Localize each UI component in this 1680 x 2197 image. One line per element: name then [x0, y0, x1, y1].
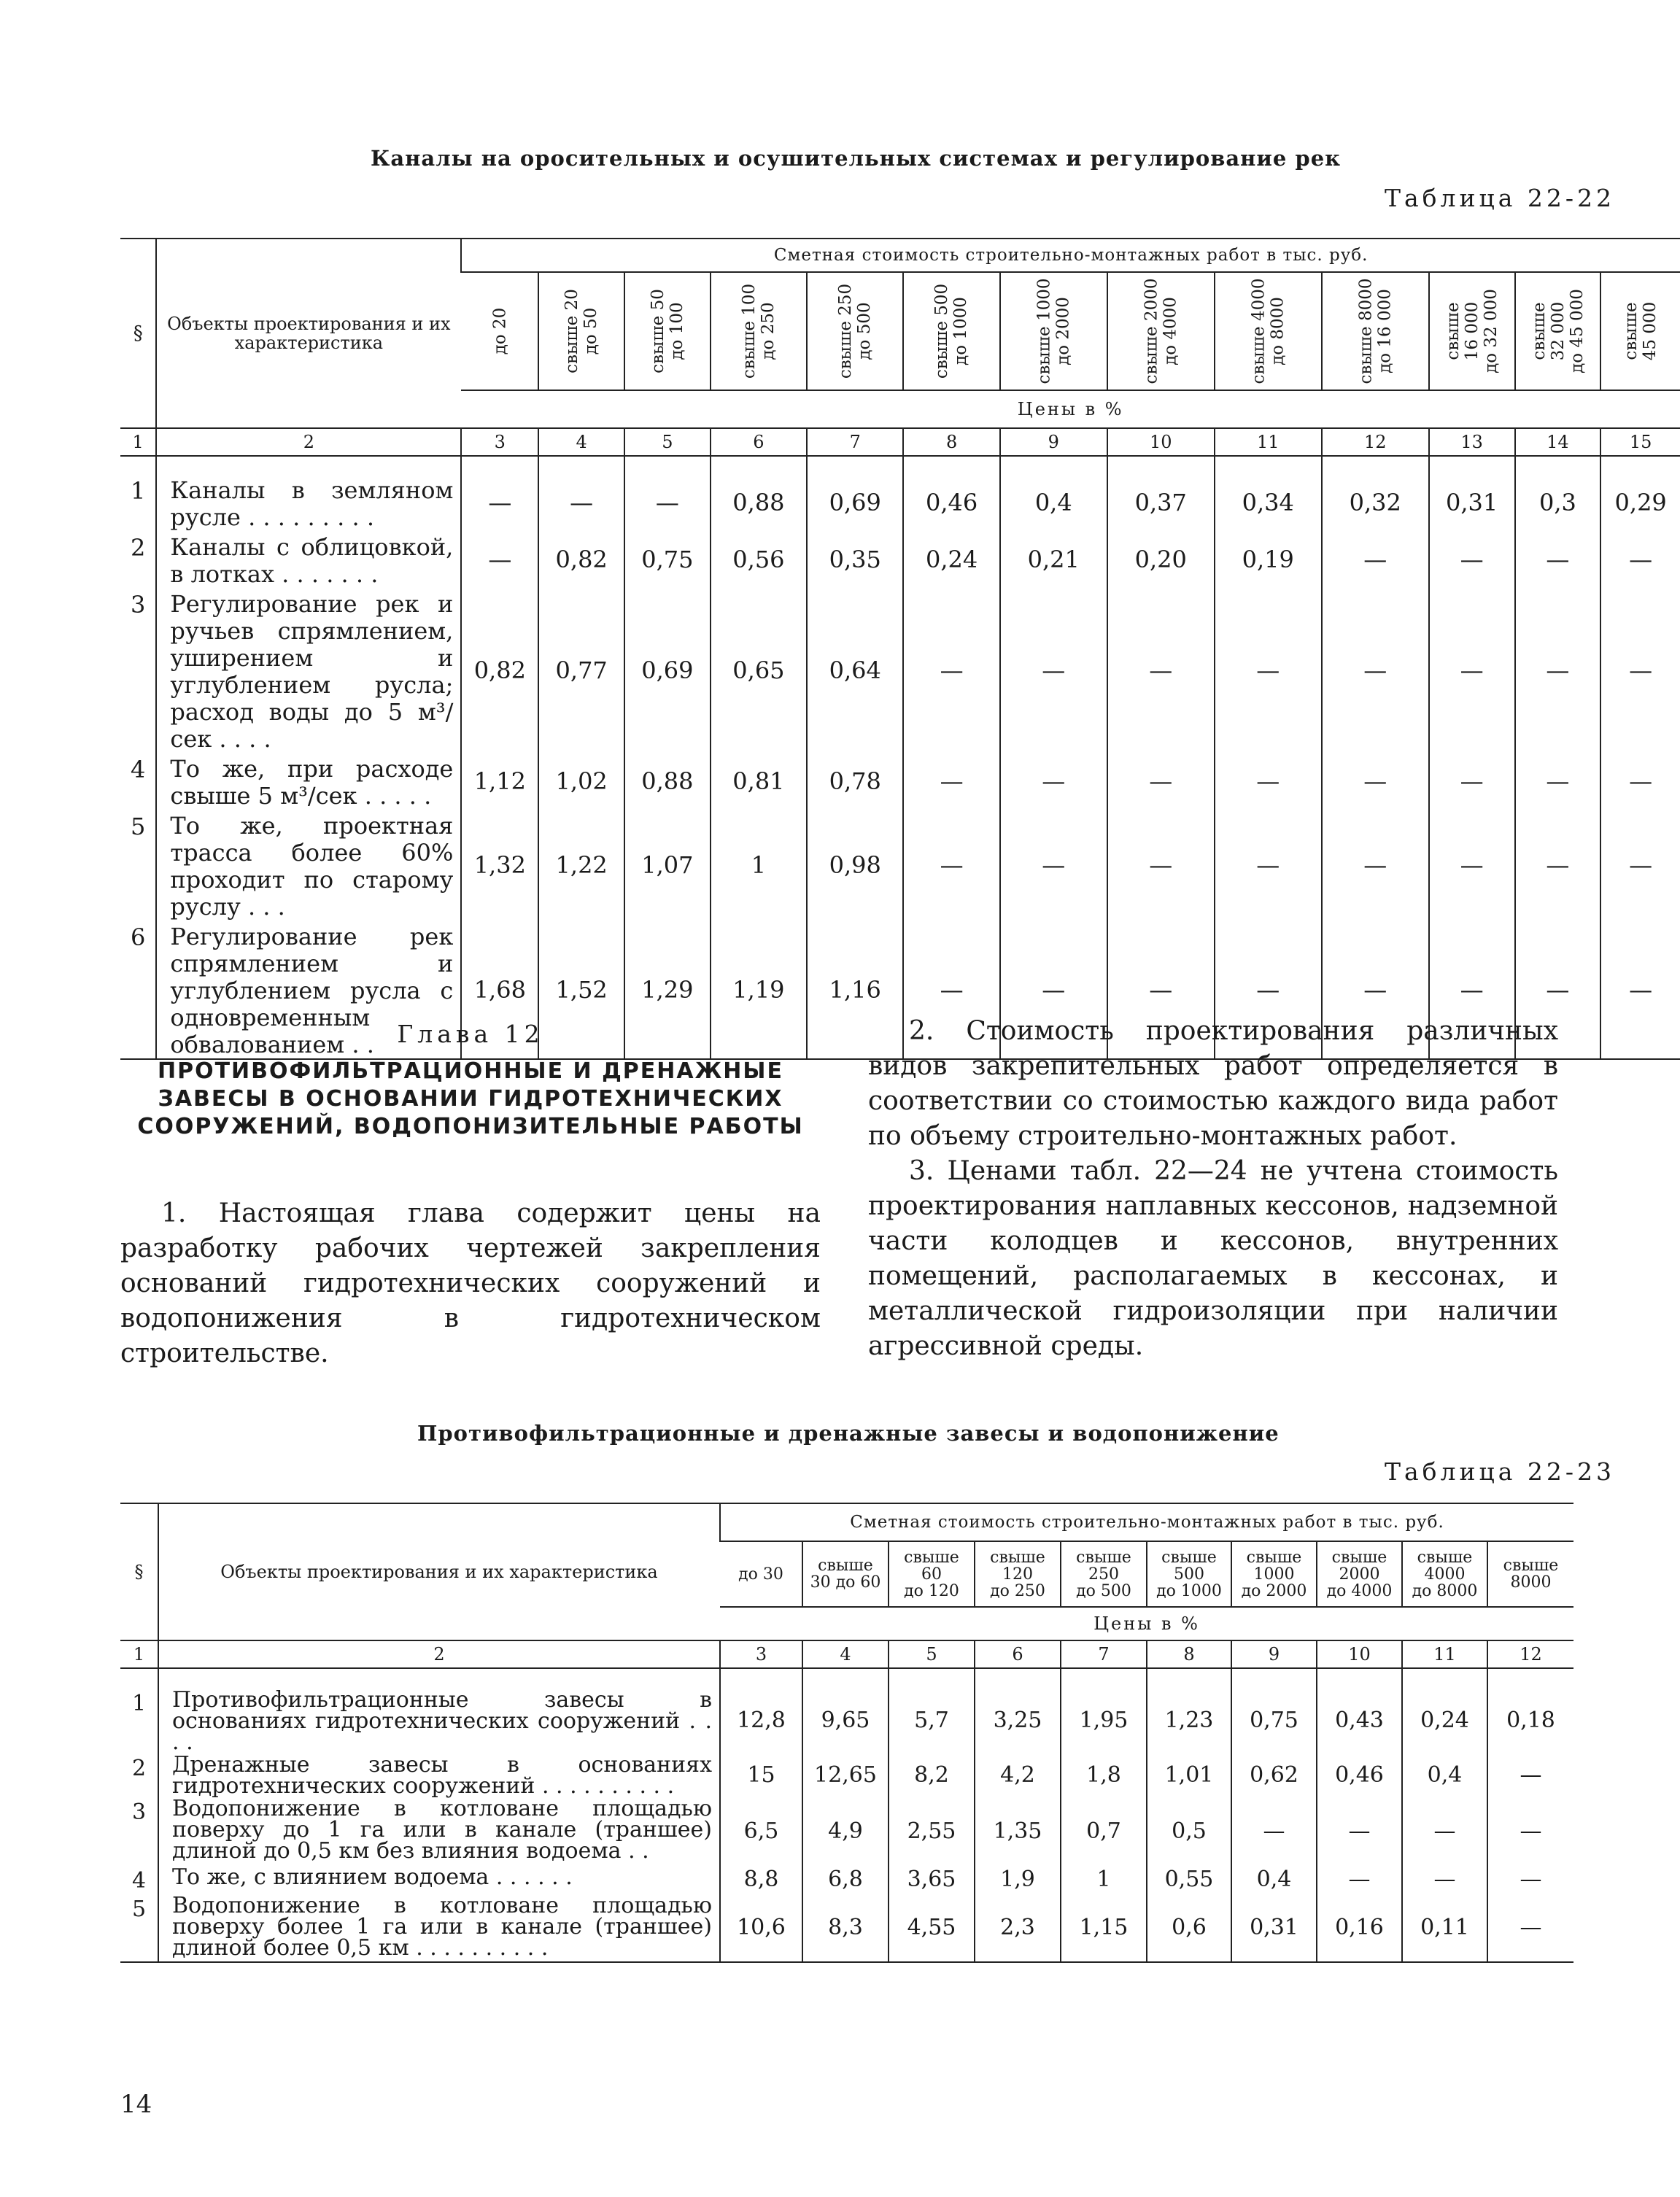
row-price-value: — [538, 474, 624, 531]
row-price-value: 15 [720, 1753, 802, 1797]
table2-range-header [1061, 1541, 1147, 1607]
table2-range-header [802, 1541, 889, 1607]
row-price-value: 1 [711, 810, 807, 921]
row-price-value: — [1600, 753, 1680, 810]
table1-sec-header: § [120, 239, 156, 428]
row-section-number: 3 [131, 591, 146, 619]
table2-range-label: свыше 2000 до 4000 [1326, 1548, 1393, 1600]
row-object-name: Регулирование рек спрямлением и углублением русла с одновременным обвалованием . . [156, 921, 461, 1059]
row-price-value: 1,8 [1061, 1753, 1147, 1797]
row-price-value: — [1429, 810, 1515, 921]
table1-column-number: 6 [711, 428, 807, 456]
table1-range-label: свыше 100 до 250 [739, 283, 778, 379]
row-price-value: 1,02 [538, 753, 624, 810]
table-row [120, 1753, 1573, 1797]
row-object-name: То же, проектная трасса более 60% проходит по старому руслу . . . [156, 810, 461, 921]
row-price-value: — [1487, 1753, 1573, 1797]
paragraph-2-3 [868, 1014, 1558, 1364]
table1-label: Таблица 22-22 [1384, 184, 1615, 212]
table1-range-label: свыше 500 до 1000 [932, 283, 971, 379]
row-price-value: 0,75 [1231, 1688, 1317, 1753]
row-price-value: 9,65 [802, 1688, 889, 1753]
row-price-value: 1,68 [461, 921, 538, 1059]
row-price-value: 0,31 [1231, 1894, 1317, 1962]
paragraph-1 [120, 1196, 821, 1371]
row-price-value: — [1000, 810, 1107, 921]
table-row [120, 474, 1680, 531]
table1-range-label: свыше 20 до 50 [562, 289, 601, 373]
row-object-name: Каналы с облицовкой, в лотках . . . . . . . [156, 531, 461, 588]
paragraph-3-number: 3. [909, 1156, 934, 1186]
row-price-value: — [1600, 588, 1680, 753]
row-price-value: 0,43 [1317, 1688, 1402, 1753]
row-price-value: — [1107, 588, 1215, 753]
row-price-value: — [1322, 531, 1429, 588]
table2-column-number: 4 [802, 1640, 889, 1668]
table2-range-header [1147, 1541, 1231, 1607]
row-price-value: 1,23 [1147, 1688, 1231, 1753]
table2-range-header [720, 1541, 802, 1607]
table2-range-label: свыше 500 до 1000 [1156, 1548, 1222, 1600]
table2-range-label: свыше 250 до 500 [1076, 1548, 1131, 1600]
row-price-value: — [1600, 921, 1680, 1059]
table2-column-number: 2 [158, 1640, 720, 1668]
table1-range-label: свыше 2000 до 4000 [1142, 278, 1180, 384]
row-price-value: — [1215, 753, 1322, 810]
row-price-value: 0,75 [624, 531, 711, 588]
table1-range-header [538, 272, 624, 390]
table1-range-header [807, 272, 903, 390]
table1-column-number: 3 [461, 428, 538, 456]
paragraph-2-number: 2. [909, 1016, 934, 1046]
chapter-label: Глава 12 [397, 1020, 544, 1048]
row-price-value: — [1215, 921, 1322, 1059]
row-price-value: 8,3 [802, 1894, 889, 1962]
row-section-number: 1 [131, 477, 146, 505]
row-price-value: — [1215, 588, 1322, 753]
row-price-value: — [1600, 810, 1680, 921]
row-object-name: Противофильтрационные завесы в основаниях гидротехнических сооружений . . . . [158, 1688, 720, 1753]
row-price-value: — [1515, 921, 1601, 1059]
row-price-value: 0,88 [711, 474, 807, 531]
row-price-value: 0,35 [807, 531, 903, 588]
table1-range-label: свыше 50 до 100 [648, 289, 686, 373]
row-price-value: — [1215, 810, 1322, 921]
row-object-name: Дренажные завесы в основаниях гидротехнических сооружений . . . . . . . . . . [158, 1753, 720, 1797]
row-price-value: 1,12 [461, 753, 538, 810]
row-price-value: — [1107, 810, 1215, 921]
table2-caption: Противофильтрационные и дренажные завесы и водопонижение [417, 1421, 1280, 1446]
row-price-value: — [1600, 531, 1680, 588]
table2-objects-header: Объекты проектирования и их характеристика [158, 1503, 720, 1640]
row-price-value: 1,9 [975, 1865, 1061, 1894]
table1-range-header [1215, 272, 1322, 390]
table1-range-header [1429, 272, 1515, 390]
table1-range-header [1600, 272, 1680, 390]
row-object-name: То же, с влиянием водоема . . . . . . [158, 1865, 720, 1894]
table1-cost-header: Сметная стоимость строительно-монтажных работ в тыс. руб. [461, 239, 1680, 272]
table-row [120, 1865, 1573, 1894]
table-row [120, 1797, 1573, 1865]
table1 [120, 238, 1680, 1060]
table2-range-header [1402, 1541, 1487, 1607]
row-price-value: 0,31 [1429, 474, 1515, 531]
table2-range-header [1231, 1541, 1317, 1607]
table1-prices-header: Цены в % [461, 390, 1680, 428]
row-price-value: 0,64 [807, 588, 903, 753]
row-price-value: 1,95 [1061, 1688, 1147, 1753]
row-price-value: — [461, 531, 538, 588]
table1-range-header [1000, 272, 1107, 390]
row-price-value: — [1322, 810, 1429, 921]
table1-range-label: свыше 8000 до 16 000 [1356, 278, 1395, 384]
table1-range-label: свыше 45 000 [1622, 301, 1660, 361]
table1-column-number: 2 [156, 428, 461, 456]
row-price-value: — [903, 753, 999, 810]
row-price-value: 1,35 [975, 1797, 1061, 1865]
table1-range-header [1515, 272, 1601, 390]
table1-range-label: свыше 1000 до 2000 [1034, 278, 1073, 384]
table2-column-number: 7 [1061, 1640, 1147, 1668]
row-price-value: — [1487, 1894, 1573, 1962]
table-row [120, 588, 1680, 753]
table1-range-label: свыше 4000 до 8000 [1249, 278, 1288, 384]
row-price-value: 3,65 [889, 1865, 975, 1894]
row-price-value: — [1487, 1797, 1573, 1865]
table1-column-number: 15 [1600, 428, 1680, 456]
row-price-value: — [1429, 588, 1515, 753]
row-price-value: 0,82 [461, 588, 538, 753]
paragraph-1-text: Настоящая глава содержит цены на разработку рабочих чертежей закрепления оснований гидротехнических сооружений и водопонижения в гидротехническом строительстве. [120, 1198, 821, 1368]
row-price-value: 0,11 [1402, 1894, 1487, 1962]
table2-range-header [1317, 1541, 1402, 1607]
row-price-value: 0,20 [1107, 531, 1215, 588]
row-section-number: 4 [131, 756, 146, 783]
row-price-value: 8,2 [889, 1753, 975, 1797]
table2-label: Таблица 22-23 [1384, 1457, 1615, 1486]
table1-column-number: 8 [903, 428, 999, 456]
row-price-value: 0,7 [1061, 1797, 1147, 1865]
row-price-value: 1,01 [1147, 1753, 1231, 1797]
row-price-value: 6,5 [720, 1797, 802, 1865]
table1-range-header [1107, 272, 1215, 390]
row-price-value: — [903, 588, 999, 753]
row-price-value: — [1515, 753, 1601, 810]
table1-column-number: 11 [1215, 428, 1322, 456]
table2-range-label: свыше 120 до 250 [990, 1548, 1045, 1600]
table1-range-header [624, 272, 711, 390]
row-price-value: 0,82 [538, 531, 624, 588]
row-price-value: — [1429, 753, 1515, 810]
row-price-value: — [1000, 921, 1107, 1059]
row-price-value: 0,46 [903, 474, 999, 531]
table1-column-number: 9 [1000, 428, 1107, 456]
table1-column-number: 5 [624, 428, 711, 456]
row-section-number: 3 [131, 1799, 147, 1825]
row-price-value: 0,18 [1487, 1688, 1573, 1753]
table2-range-label: до 30 [738, 1565, 783, 1584]
table1-range-header [1322, 272, 1429, 390]
row-price-value: 1,22 [538, 810, 624, 921]
row-section-number: 6 [120, 921, 156, 1059]
row-price-value: 0,69 [807, 474, 903, 531]
row-price-value: 8,8 [720, 1865, 802, 1894]
row-price-value: 0,62 [1231, 1753, 1317, 1797]
table2-column-number: 6 [975, 1640, 1061, 1668]
row-section-number: 1 [131, 1691, 147, 1716]
table2-range-label: свыше 4000 до 8000 [1412, 1548, 1478, 1600]
row-price-value: 1 [1061, 1865, 1147, 1894]
row-price-value: — [1322, 921, 1429, 1059]
row-object-name: Водопонижение в котловане площадью поверху более 1 га или в канале (траншее) длиной более 0,5 км . . . . . . . . . . [158, 1894, 720, 1962]
row-price-value: — [1322, 588, 1429, 753]
table2-range-label: свыше 1000 до 2000 [1241, 1548, 1307, 1600]
page-number: 14 [120, 2090, 152, 2119]
table1-range-label: до 20 [489, 307, 509, 355]
row-price-value: — [1487, 1865, 1573, 1894]
row-price-value: 6,8 [802, 1865, 889, 1894]
table2-range-header [889, 1541, 975, 1607]
paragraph-1-number: 1. [161, 1198, 187, 1228]
paragraph-3-text: Ценами табл. 22—24 не учтена стоимость проектирования наплавных кессонов, надземной части колодцев и кессонов, внутренних помещений, располагаемых в кессонах, и металлической гидроизоляции при наличии агрессивной среды. [868, 1156, 1558, 1361]
table-row [120, 1894, 1573, 1962]
table1-range-label: свыше 250 до 500 [836, 283, 875, 379]
table2-column-number: 3 [720, 1640, 802, 1668]
chapter-title: ПРОТИВОФИЛЬТРАЦИОННЫЕ И ДРЕНАЖНЫЕ ЗАВЕСЫ В ОСНОВАНИИ ГИДРОТЕХНИЧЕСКИХ СООРУЖЕНИЙ, ВОДОПОНИЗИТЕЛЬНЫЕ РАБОТЫ [137, 1058, 804, 1139]
table2-range-label: свыше 8000 [1503, 1557, 1559, 1592]
row-price-value: 4,55 [889, 1894, 975, 1962]
row-price-value: 2,55 [889, 1797, 975, 1865]
row-price-value: 4,2 [975, 1753, 1061, 1797]
row-price-value: 0,4 [1000, 474, 1107, 531]
table1-column-number: 13 [1429, 428, 1515, 456]
row-price-value: 0,34 [1215, 474, 1322, 531]
table1-objects-header: Объекты проектирования и их характеристика [156, 239, 461, 428]
row-section-number: 2 [131, 1756, 147, 1781]
table1-column-number: 1 [120, 428, 156, 456]
table2-column-number: 5 [889, 1640, 975, 1668]
row-price-value: 0,55 [1147, 1865, 1231, 1894]
row-price-value: — [1429, 531, 1515, 588]
row-price-value: 1,52 [538, 921, 624, 1059]
row-price-value: 0,4 [1402, 1753, 1487, 1797]
table2-prices-header: Цены в % [720, 1607, 1573, 1640]
paragraph-2-text: Стоимость проектирования различных видов закрепительных работ определяется в соответствии со стоимостью каждого вида работ по объему строительно-монтажных работ. [868, 1016, 1559, 1151]
table1-column-number: 10 [1107, 428, 1215, 456]
row-price-value: — [1000, 753, 1107, 810]
row-price-value: 0,69 [624, 588, 711, 753]
table2-sec-header: § [120, 1503, 158, 1640]
table2-range-header [975, 1541, 1061, 1607]
row-price-value: — [1317, 1865, 1402, 1894]
row-object-name: То же, при расходе свыше 5 м³/сек . . . . . [156, 753, 461, 810]
row-object-name: Водопонижение в котловане площадью поверху до 1 га или в канале (траншее) длиной до 0,5 км без влияния водоема . . [158, 1797, 720, 1865]
table1-range-label: свыше 16 000 до 32 000 [1443, 289, 1501, 373]
row-price-value: — [903, 810, 999, 921]
table1-caption: Каналы на оросительных и осушительных системах и регулирование рек [371, 146, 1342, 171]
row-price-value: 1,15 [1061, 1894, 1147, 1962]
table-row [120, 531, 1680, 588]
row-price-value: 0,81 [711, 753, 807, 810]
table2-cost-header: Сметная стоимость строительно-монтажных работ в тыс. руб. [720, 1503, 1573, 1541]
row-price-value: 1,32 [461, 810, 538, 921]
table2-range-label: свыше 60 до 120 [904, 1548, 959, 1600]
row-price-value: 0,65 [711, 588, 807, 753]
table-row [120, 753, 1680, 810]
row-price-value: 0,37 [1107, 474, 1215, 531]
row-price-value: 1,07 [624, 810, 711, 921]
row-price-value: 0,3 [1515, 474, 1601, 531]
row-price-value: 0,56 [711, 531, 807, 588]
table1-column-number: 14 [1515, 428, 1601, 456]
table1-range-label: свыше 32 000 до 45 000 [1529, 289, 1587, 373]
table2-column-number: 9 [1231, 1640, 1317, 1668]
table2 [120, 1503, 1573, 1963]
row-section-number: 4 [131, 1868, 147, 1894]
table2-column-number: 1 [120, 1640, 158, 1668]
table-row [120, 1688, 1573, 1753]
table1-range-header [903, 272, 999, 390]
row-price-value: — [1515, 588, 1601, 753]
row-price-value: — [1429, 921, 1515, 1059]
row-section-number: 2 [131, 534, 146, 562]
row-price-value: 1,19 [711, 921, 807, 1059]
row-price-value: — [1107, 753, 1215, 810]
table1-column-number: 4 [538, 428, 624, 456]
row-price-value: — [624, 474, 711, 531]
row-price-value: — [1402, 1865, 1487, 1894]
row-price-value: 0,24 [1402, 1688, 1487, 1753]
row-price-value: 0,24 [903, 531, 999, 588]
row-price-value: 0,29 [1600, 474, 1680, 531]
row-price-value: 0,19 [1215, 531, 1322, 588]
row-price-value: 4,9 [802, 1797, 889, 1865]
row-price-value: 12,8 [720, 1688, 802, 1753]
row-price-value: — [1515, 810, 1601, 921]
row-price-value: — [1322, 753, 1429, 810]
row-price-value: — [1107, 921, 1215, 1059]
row-price-value: 0,88 [624, 753, 711, 810]
table2-column-number: 8 [1147, 1640, 1231, 1668]
row-price-value: — [1515, 531, 1601, 588]
table1-column-number: 7 [807, 428, 903, 456]
row-price-value: 0,16 [1317, 1894, 1402, 1962]
row-price-value: 1,16 [807, 921, 903, 1059]
table-row [120, 810, 1680, 921]
row-price-value: — [903, 921, 999, 1059]
row-price-value: 0,32 [1322, 474, 1429, 531]
row-price-value: 0,46 [1317, 1753, 1402, 1797]
row-price-value: — [1317, 1797, 1402, 1865]
row-price-value: 0,78 [807, 753, 903, 810]
row-price-value: 0,77 [538, 588, 624, 753]
row-price-value: 3,25 [975, 1688, 1061, 1753]
row-object-name: Регулирование рек и ручьев спрямлением, уширением и углублением русла; расход воды до 5 м³/сек . . . . [156, 588, 461, 753]
row-section-number: 5 [120, 1894, 158, 1962]
row-price-value: 0,4 [1231, 1865, 1317, 1894]
row-price-value: — [1231, 1797, 1317, 1865]
table2-column-number: 10 [1317, 1640, 1402, 1668]
row-price-value: 2,3 [975, 1894, 1061, 1962]
row-object-name: Каналы в земляном русле . . . . . . . . . [156, 474, 461, 531]
row-price-value: 10,6 [720, 1894, 802, 1962]
table1-column-number: 12 [1322, 428, 1429, 456]
table2-column-number: 11 [1402, 1640, 1487, 1668]
row-price-value: — [461, 474, 538, 531]
row-price-value: — [1402, 1797, 1487, 1865]
row-price-value: 0,5 [1147, 1797, 1231, 1865]
row-price-value: 5,7 [889, 1688, 975, 1753]
table2-range-label: свыше 30 до 60 [810, 1557, 881, 1592]
table2-range-header [1487, 1541, 1573, 1607]
table2-column-number: 12 [1487, 1640, 1573, 1668]
table1-range-header [711, 272, 807, 390]
row-price-value: 0,6 [1147, 1894, 1231, 1962]
row-price-value: 0,21 [1000, 531, 1107, 588]
row-price-value: 0,98 [807, 810, 903, 921]
row-price-value: 12,65 [802, 1753, 889, 1797]
row-section-number: 5 [131, 813, 146, 840]
row-price-value: 1,29 [624, 921, 711, 1059]
row-price-value: — [1000, 588, 1107, 753]
table1-range-header [461, 272, 538, 390]
